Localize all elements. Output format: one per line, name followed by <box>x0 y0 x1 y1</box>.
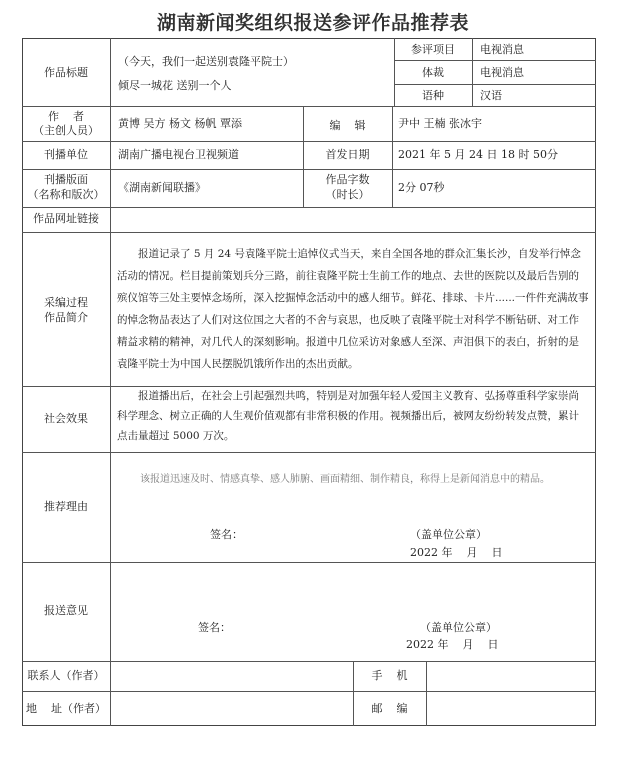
impact-text: 报道播出后，在社会上引起强烈共鸣，特别是对加强年轻人爱国主义教育、弘扬尊重科学家崇尚科学理念、树立正确的人生观价值观都有非常积极的作用。视频播出后，被网友纷纷转发点赞，累计点击量超过 5000 万次。 <box>117 390 579 442</box>
length-label: 作品字数 <box>325 173 370 186</box>
page-title: 湖南新闻奖组织报送参评作品推荐表 <box>156 12 469 34</box>
phone-label: 手 机 <box>371 669 408 682</box>
row-divider <box>394 84 596 85</box>
process-text: 报道记录了 5 月 24 号袁隆平院士追悼仪式当天，来自全国各地的群众汇集长沙，自发举行悼念活动的情况。栏目提前策划兵分三路，前往袁隆平院士生前工作的地点、去世的医院以及最后告别的殡仪馆等三处主要悼念场所，深入挖掘悼念活动中的感人细节。鲜花、排球、卡片......一件件充满故事的悼念物品表达了人们对这位国之大者的不舍与哀思，也反映了袁隆平院士对科学不断钻研、对工作精益求精的精神，对几代人的深刻影响。报道中几位采访对象感人至深、声泪俱下的表白，折射的是袁隆平院士为中国人民摆脱饥饿所作出的杰出贡献。 <box>117 248 589 370</box>
col-divider <box>110 386 111 691</box>
genre-label: 体裁 <box>422 66 444 79</box>
row-divider <box>22 207 596 208</box>
reason-seal: （盖单位公章） <box>410 528 487 541</box>
language-value: 汉语 <box>480 89 502 102</box>
row-divider <box>22 169 596 170</box>
row-divider <box>22 232 596 233</box>
opinion-sign: 签名： <box>198 621 231 634</box>
author-sublabel: （主创人员） <box>33 124 99 137</box>
col-divider <box>392 106 393 207</box>
length-value: 2分 07秒 <box>398 181 445 194</box>
col-divider <box>110 232 111 386</box>
process-label: 采编过程 <box>44 296 88 309</box>
impact-label: 社会效果 <box>44 412 88 425</box>
postcode-label: 邮 编 <box>371 702 408 715</box>
address-label: 地 址（作者） <box>26 702 106 715</box>
edition-sublabel: （名称和版次） <box>27 188 105 201</box>
category-label: 参评项目 <box>411 43 455 56</box>
opinion-date: 2022 年 月 日 <box>406 638 499 651</box>
row-divider <box>22 141 596 142</box>
publisher-label: 刊播单位 <box>44 148 88 161</box>
edition-value: 《湖南新闻联播》 <box>118 181 206 194</box>
author-label: 作 者 <box>48 110 84 123</box>
work-title-line2: 倾尽一城花 送别一个人 <box>118 79 232 92</box>
process-sublabel: 作品简介 <box>44 311 88 324</box>
reason-text: 该报道迅速及时、情感真挚、感人肺腑、画面精细、制作精良，称得上是新闻消息中的精品。 <box>140 474 550 485</box>
publisher-value: 湖南广播电视台卫视频道 <box>118 148 239 161</box>
row-divider <box>394 60 596 61</box>
first-date-value: 2021 年 5 月 24 日 18 时 50分 <box>398 148 558 161</box>
work-title-line1: （今天，我们一起送别袁隆平院士） <box>118 55 294 68</box>
reason-label: 推荐理由 <box>44 500 88 513</box>
work-title-label: 作品标题 <box>44 66 88 79</box>
reason-date: 2022 年 月 日 <box>410 546 503 559</box>
reason-sign: 签名： <box>210 528 243 541</box>
row-divider <box>22 661 596 662</box>
editor-label: 编 辑 <box>329 119 366 132</box>
category-value: 电视消息 <box>480 43 524 56</box>
edition-label: 刊播版面 <box>44 173 88 186</box>
genre-value: 电视消息 <box>480 66 524 79</box>
col-divider <box>110 38 111 232</box>
col-divider <box>426 661 427 726</box>
row-divider <box>22 452 596 453</box>
row-divider <box>22 691 596 692</box>
editor-value: 尹中 王楠 张冰宇 <box>398 117 482 130</box>
opinion-seal: （盖单位公章） <box>420 621 497 634</box>
row-divider <box>22 106 596 107</box>
opinion-label: 报送意见 <box>44 604 88 617</box>
col-divider <box>110 691 111 726</box>
language-label: 语种 <box>422 89 444 102</box>
contact-label: 联系人（作者） <box>27 669 105 682</box>
first-date-label: 首发日期 <box>325 148 370 161</box>
author-value: 黄博 吴方 杨文 杨帆 覃添 <box>118 117 242 130</box>
url-label: 作品网址链接 <box>33 212 99 225</box>
col-divider <box>472 38 473 106</box>
row-divider <box>22 562 596 563</box>
length-sublabel: （时长） <box>325 188 370 201</box>
